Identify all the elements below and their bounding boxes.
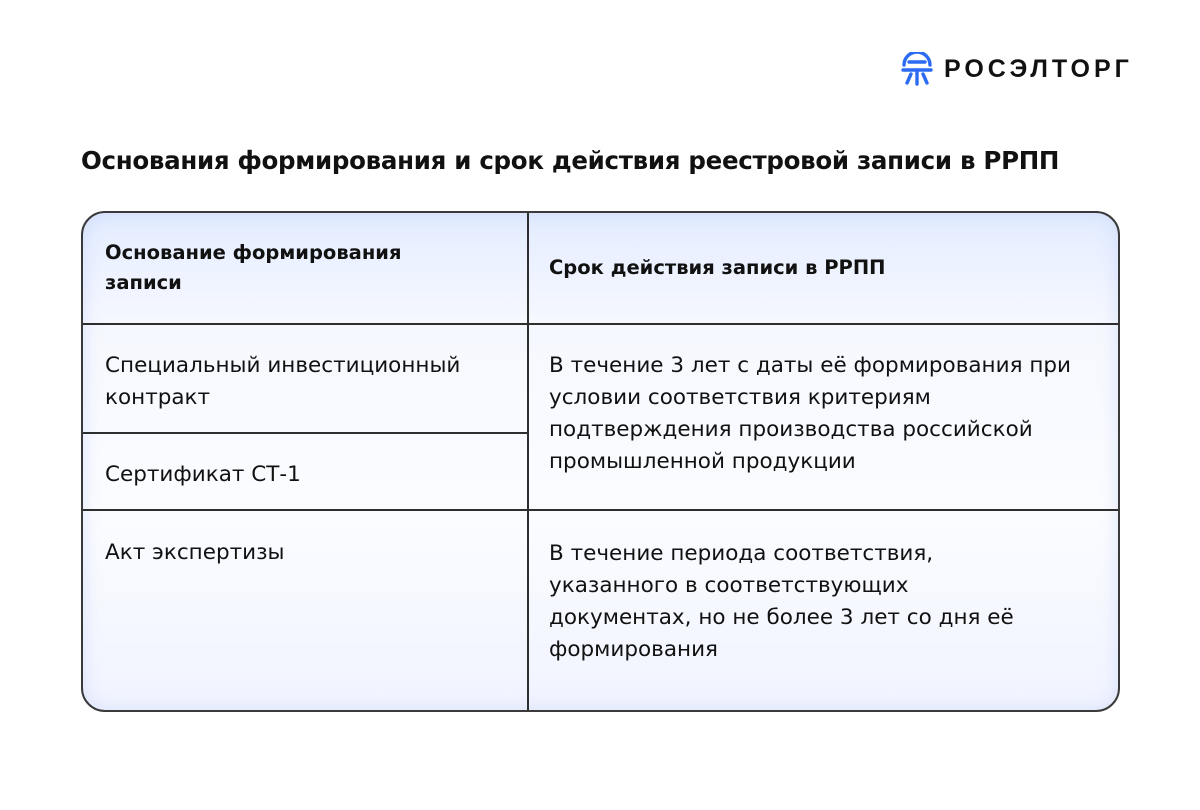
- row-divider: [83, 509, 1118, 511]
- header-basis: Основание формирования записи: [105, 241, 402, 294]
- row-basis: Сертификат СТ-1: [105, 462, 301, 487]
- row-term: В течение 3 лет с даты её формирования при условии соответствия критериям подтверждения производства российской промышленной продукции: [549, 353, 1072, 474]
- logo-text: РОСЭЛТОРГ: [944, 54, 1133, 83]
- logo: [900, 52, 1133, 86]
- row-basis: Специальный инвестиционный контракт: [105, 353, 461, 410]
- header-divider: [83, 323, 1118, 325]
- validity-table: [81, 211, 1120, 712]
- row-term: В течение периода соответствия, указанного в соответствующих документах, но не более 3 лет со дня её формирования: [549, 541, 1014, 662]
- column-divider: [527, 213, 529, 710]
- row-basis: Акт экспертизы: [105, 540, 285, 565]
- header-term: Срок действия записи в РРПП: [549, 256, 886, 279]
- row-divider: [83, 432, 528, 434]
- page-title: Основания формирования и срок действия реестровой записи в РРПП: [81, 146, 1060, 175]
- roseltorg-logo-icon: [900, 52, 934, 86]
